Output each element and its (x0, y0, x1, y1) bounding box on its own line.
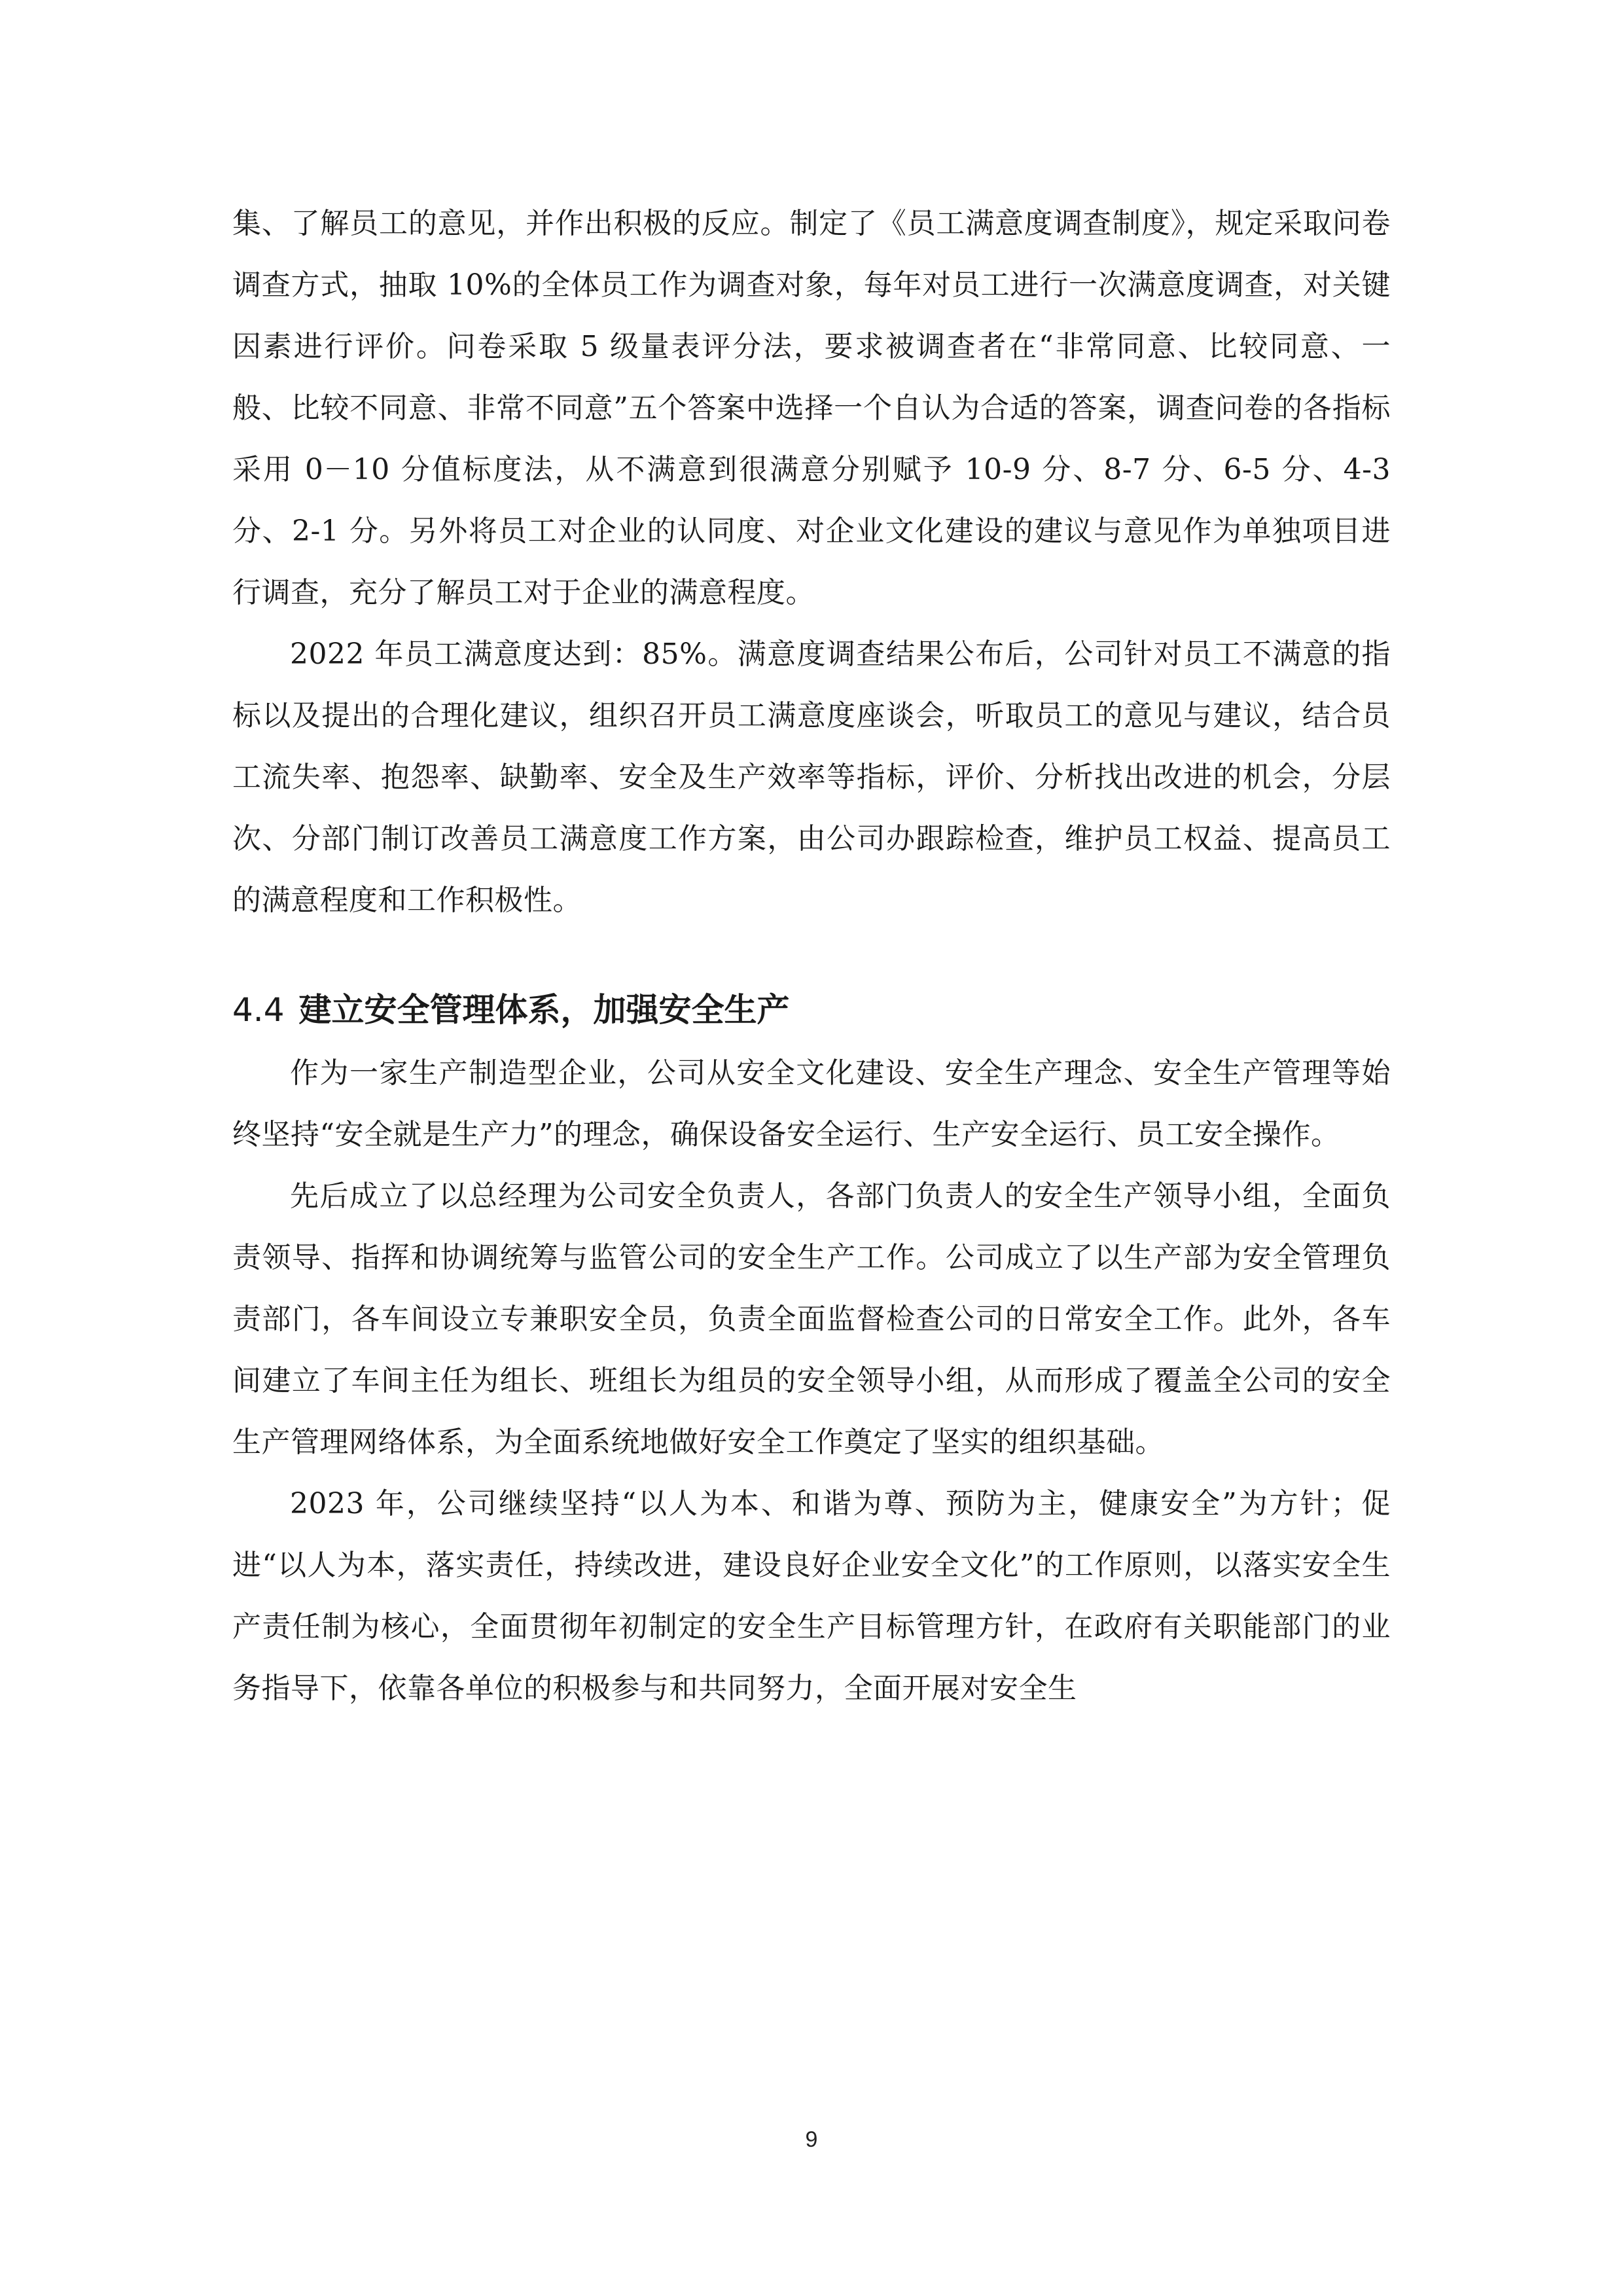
page-number: 9 (805, 2127, 818, 2152)
section-heading (232, 977, 1391, 1043)
paragraph-safety-2023: 2023 年，公司继续坚持“以人为本、和谐为尊、预防为主，健康安全”为方针；促进“以人为本，落实责任，持续改进，建设良好企业安全文化”的工作原则，以落实安全生产责任制为核心，全面贯彻年初制定的安全生产目标管理方针，在政府有关职能部门的业务指导下，依靠各单位的积极参与和共同努力，全面开展对安全生 (232, 1487, 1391, 1705)
page-content (232, 193, 1391, 1719)
paragraph-safety-organization: 先后成立了以总经理为公司安全负责人，各部门负责人的安全生产领导小组，全面负责领导、指挥和协调统筹与监管公司的安全生产工作。公司成立了以生产部为安全管理负责部门，各车间设立专兼职安全员，负责全面监督检查公司的日常安全工作。此外，各车间建立了车间主任为组长、班组长为组员的安全领导小组，从而形成了覆盖全公司的安全生产管理网络体系，为全面系统地做好安全工作奠定了坚实的组织基础。 (232, 1179, 1391, 1459)
paragraph-satisfaction-result: 2022 年员工满意度达到：85%。满意度调查结果公布后，公司针对员工不满意的指标以及提出的合理化建议，组织召开员工满意度座谈会，听取员工的意见与建议，结合员工流失率、抱怨率、缺勤率、安全及生产效率等指标，评价、分析找出改进的机会，分层次、分部门制订改善员工满意度工作方案，由公司办跟踪检查，维护员工权益、提高员工的满意程度和工作积极性。 (232, 637, 1391, 917)
section-number: 4.4 (232, 991, 285, 1029)
section-title: 建立安全管理体系，加强安全生产 (298, 991, 790, 1029)
paragraph-safety-philosophy: 作为一家生产制造型企业，公司从安全文化建设、安全生产理念、安全生产管理等始终坚持“安全就是生产力”的理念，确保设备安全运行、生产安全运行、员工安全操作。 (232, 1056, 1391, 1151)
continued-paragraph-survey-method: 集、了解员工的意见，并作出积极的反应。制定了《员工满意度调查制度》，规定采取问卷调查方式，抽取 10%的全体员工作为调查对象，每年对员工进行一次满意度调查，对关键因素进行评价。问卷采取 5 级量表评分法，要求被调查者在“非常同意、比较同意、一般、比较不同意、非常不同意”五个答案中选择一个自认为合适的答案，调查问卷的各指标采用 0－10 分值标度法，从不满意到很满意分别赋予 10-9 分、8-7 分、6-5 分、4-3 分、2-1 分。另外将员工对企业的认同度、对企业文化建设的建议与意见作为单独项目进行调查，充分了解员工对于企业的满意程度。 (232, 207, 1391, 609)
